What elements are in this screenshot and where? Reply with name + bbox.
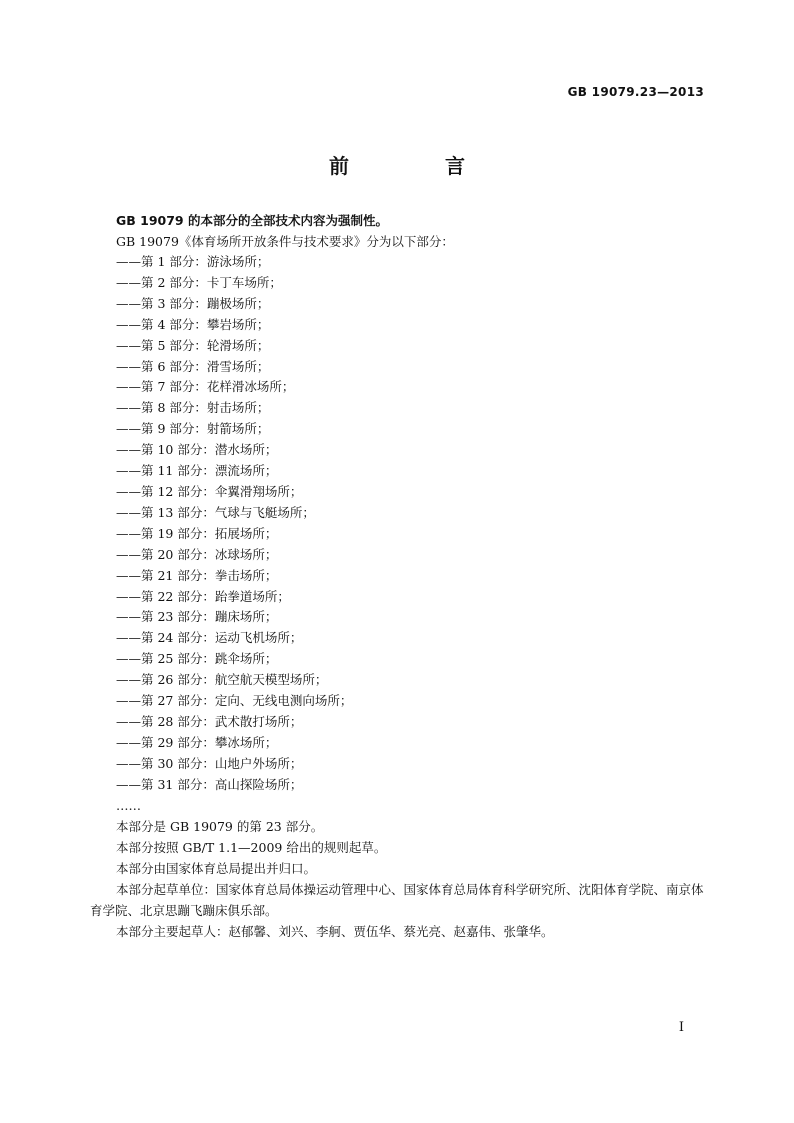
drafting-units-statement: 本部分起草单位：国家体育总局体操运动管理中心、国家体育总局体育科学研究所、沈阳体育学院、南京体育学院、北京思蹦飞蹦床俱乐部。	[90, 882, 704, 919]
list-item: ——第 2 部分：卡丁车场所；	[116, 274, 282, 290]
list-item: ——第 9 部分：射箭场所；	[116, 421, 270, 437]
division-statement: GB 19079《体育场所开放条件与技术要求》分为以下部分：	[116, 234, 454, 249]
ellipsis: ……	[116, 797, 141, 813]
list-item: ——第 24 部分：运动飞机场所；	[116, 630, 303, 646]
list-item: ——第 28 部分：武术散打场所；	[116, 713, 303, 729]
document-body	[90, 210, 710, 942]
parts-list	[90, 252, 710, 796]
page-number: I	[678, 1020, 684, 1035]
list-item: ——第 6 部分：滑雪场所；	[116, 358, 270, 374]
list-item: ——第 11 部分：漂流场所；	[116, 463, 278, 479]
page-title: 前 言	[329, 154, 503, 178]
list-item: ——第 21 部分：拳击场所；	[116, 567, 278, 583]
this-part-statement: 本部分是 GB 19079 的第 23 部分。	[116, 819, 324, 835]
mandatory-statement: GB 19079 的本部分的全部技术内容为强制性。	[116, 213, 388, 228]
proposed-by-statement: 本部分由国家体育总局提出并归口。	[116, 861, 317, 877]
list-item: ——第 23 部分：蹦床场所；	[116, 609, 278, 625]
list-item: ——第 13 部分：气球与飞艇场所；	[116, 504, 315, 520]
list-item: ——第 25 部分：跳伞场所；	[116, 651, 278, 667]
list-item: ——第 31 部分：高山探险场所；	[116, 776, 303, 792]
drafting-rules-statement: 本部分按照 GB/T 1.1—2009 给出的规则起草。	[116, 840, 387, 856]
list-item: ——第 12 部分：伞翼滑翔场所；	[116, 483, 303, 499]
list-item: ——第 26 部分：航空航天模型场所；	[116, 672, 328, 688]
list-item: ——第 20 部分：冰球场所；	[116, 546, 278, 562]
list-item: ——第 7 部分：花样滑冰场所；	[116, 379, 295, 395]
list-item: ——第 1 部分：游泳场所；	[116, 254, 270, 269]
list-item: ——第 3 部分：蹦极场所；	[116, 295, 270, 311]
list-item: ——第 22 部分：跆拳道场所；	[116, 588, 290, 604]
list-item: ——第 10 部分：潜水场所；	[116, 442, 278, 458]
list-item: ——第 19 部分：拓展场所；	[116, 525, 278, 541]
drafters-statement: 本部分主要起草人：赵郁馨、刘兴、李舸、贾伍华、蔡光亮、赵嘉伟、张肇华。	[116, 924, 554, 940]
list-item: ——第 30 部分：山地户外场所；	[116, 755, 303, 771]
list-item: ——第 4 部分：攀岩场所；	[116, 316, 270, 332]
list-item: ——第 27 部分：定向、无线电测向场所；	[116, 693, 353, 709]
list-item: ——第 5 部分：轮滑场所；	[116, 337, 270, 353]
list-item: ——第 29 部分：攀冰场所；	[116, 734, 278, 750]
list-item: ——第 8 部分：射击场所；	[116, 400, 270, 416]
standard-number: GB 19079.23—2013	[567, 85, 704, 99]
